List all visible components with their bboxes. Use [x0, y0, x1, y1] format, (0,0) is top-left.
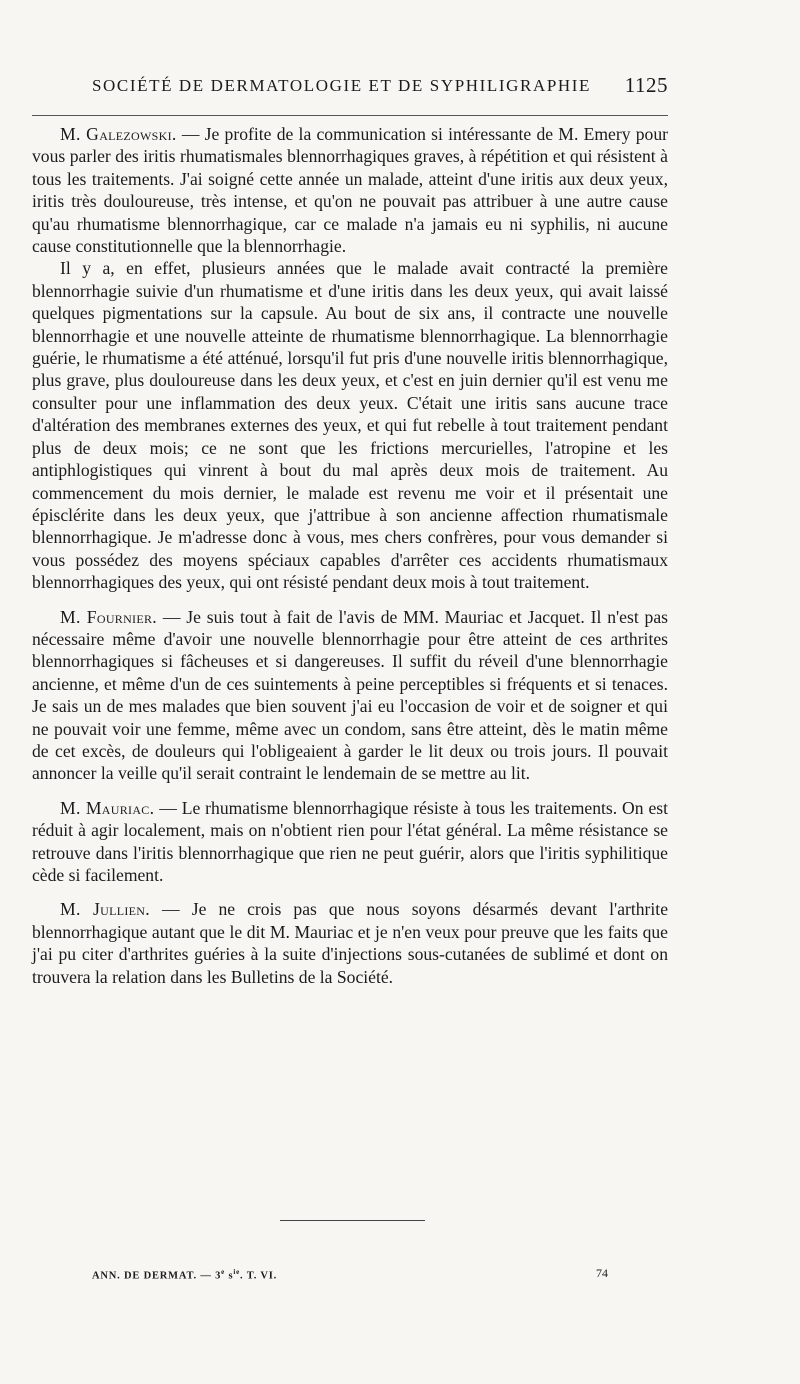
paragraph-text: — Je ne crois pas que nous soyons désarmés devant l'arthrite blennorrhagique autant que le dit M. Mauriac et je n'en veux pour preuve que les faits que j'ai pu citer d'arthrites guéries à la suite d'injections sous-cutanées de sublimé et dont on trouvera la relation dans les Bulletins de la Société. — [32, 899, 668, 987]
paragraph-text: — Je profite de la communication si intéressante de M. Emery pour vous parler des iritis rhumatismales blennorrhagiques graves, à répétition et qui résistent à tous les traitements. J'ai soigné cette année un malade, atteint d'une iritis aux deux yeux, iritis très douloureuse, très intense, et qu'on ne pouvait pas attribuer à une autre cause qu'au rhumatisme blennorrhagique, car ce malade n'a jamais eu ni syphilis, ni aucune cause constitutionnelle que la blennorrhagie. — [32, 124, 668, 257]
speaker-name: M. Galezowski. — [60, 124, 177, 144]
signature-number: 74 — [596, 1266, 608, 1280]
section-end-rule — [280, 1220, 425, 1221]
speaker-name: M. Jullien. — [60, 899, 150, 920]
paragraph-text: — Le rhumatisme blennorrhagique résiste à tous les traitements. On est réduit à agir localement, mais on n'obtient rien pour l'état général. La même résistance se retrouve dans l'iritis blennorrhagique que rien ne peut guérir, alors que l'iritis syphilitique cède si facilement. — [32, 797, 668, 885]
paragraph-mauriac — [32, 797, 668, 887]
running-header — [92, 73, 668, 104]
running-title: SOCIÉTÉ DE DERMATOLOGIE ET DE SYPHILIGRAPHIE — [92, 76, 592, 95]
journal-ref-suffix: . T. VI. — [240, 1270, 278, 1282]
journal-reference — [92, 1268, 277, 1282]
journal-ref-mid: s — [225, 1270, 234, 1282]
paragraph-galezowski — [32, 123, 668, 257]
header-rule — [32, 115, 668, 116]
paragraph-fournier — [32, 606, 668, 785]
journal-ref-sup: ie — [233, 1268, 241, 1276]
paragraph-jullien — [32, 898, 668, 988]
journal-ref-sup: e — [221, 1268, 226, 1276]
speaker-name: M. Mauriac. — [60, 797, 155, 818]
paragraph-text: — Je suis tout à fait de l'avis de MM. Mauriac et Jacquet. Il n'est pas nécessaire même d'avoir une nouvelle blennorrhagie pour être atteint de ces arthrites blennorrhagiques si fâcheuses et si dangereuses. Il suffit du réveil d'une blennorrhagie ancienne, et même d'un de ces suintements à peine perceptibles si fréquents et si tenaces. Je sais un de mes malades que bien souvent j'ai eu l'occasion de voir et de soigner et qui ne pouvait voir une femme, même avec un condom, sans être atteint, dès le matin même de cet excès, de douleurs qui l'obligeaient à garder le lit deux ou trois jours. Il pouvait annoncer la veille qu'il serait contraint le lendemain de se mettre au lit. — [32, 606, 668, 784]
paragraph-galezowski-continued — [32, 257, 668, 593]
speaker-name: M. Fournier. — [60, 606, 157, 627]
body-text — [32, 123, 668, 988]
journal-ref-prefix: ANN. DE DERMAT. — 3 — [92, 1270, 222, 1282]
paragraph-text: Il y a, en effet, plusieurs années que le malade avait contracté la première blennorrhagie suivie d'un rhumatisme et d'une iritis dans les deux yeux, qui avait laissé quelques pigmentations sur la capsule. Au bout de six ans, il contracte une nouvelle blennorrhagie et une nouvelle atteinte de rhumatisme blennorrhagique. La blennorrhagie guérie, le rhumatisme a été atténué, lorsqu'il fut pris d'une nouvelle iritis blennorrhagique, plus grave, plus douloureuse dans les deux yeux, et c'est en juin dernier qu'il est venu me consulter pour une inflammation des deux yeux. C'était une iritis sans aucune trace d'altération des membranes externes des yeux, et qui fut rebelle à tout traitement pendant plus de deux mois; ce ne sont que les frictions mercurielles, l'atropine et les antiphlogistiques qui vinrent à bout du mal après deux mois de traitement. Au commencement du mois dernier, le malade est revenu me voir et il présentait une épisclérite dans les deux yeux, que j'attribue à son ancienne affection rhumatismale blennorrhagique. Je m'adresse donc à vous, mes chers confrères, pour vous demander si vous possédez des moyens spéciaux capables d'arrêter ces accidents rhumatismaux blennorrhagiques des yeux, qui ont résisté pendant deux mois à tout traitement. — [32, 258, 668, 593]
page-number: 1125 — [624, 73, 668, 97]
